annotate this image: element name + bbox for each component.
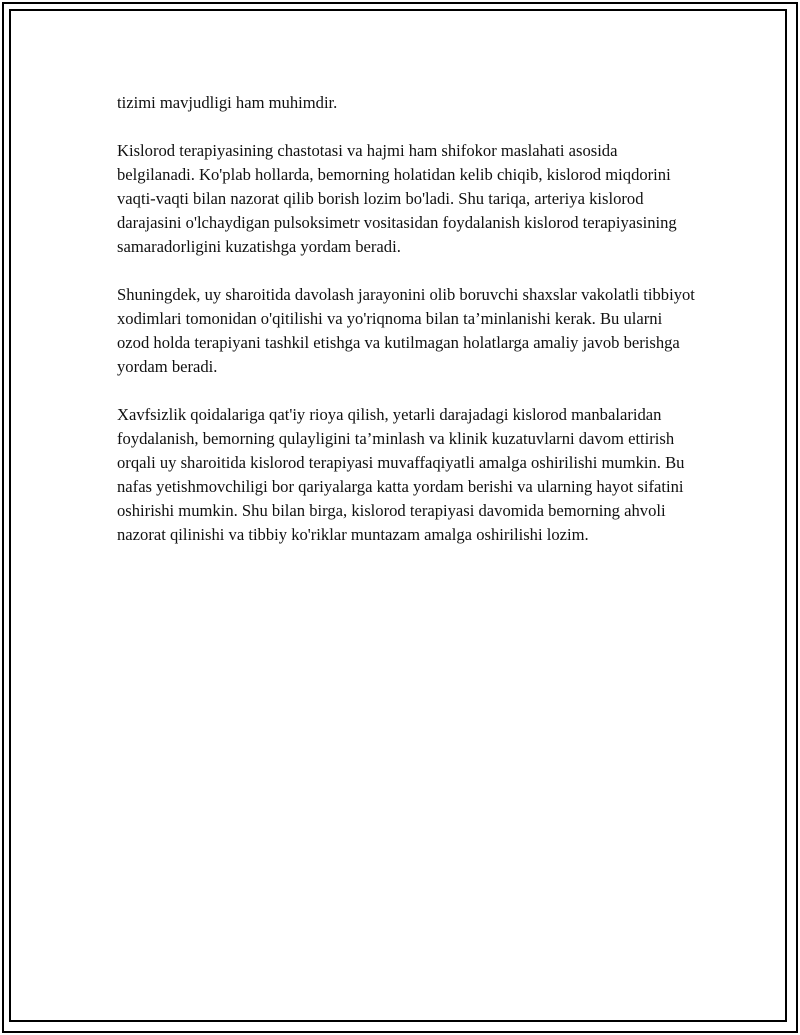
paragraph-4: Xavfsizlik qoidalariga qat'iy rioya qilish, yetarli darajadagi kislorod manbalaridan foydalanish, bemorning qulayligini ta’minlash va klinik kuzatuvlarni davom ettirish orqali uy sharoitida kislorod terapiyasi muvaffaqiyatli amalga oshirilishi mumkin. Bu nafas yetishmovchiligi bor qariyalarga katta yordam berishi va ularning hayot sifatini oshirishi mumkin. Shu bilan birga, kislorod terapiyasi davomida bemorning ahvoli nazorat qilinishi va tibbiy ko'riklar muntazam amalga oshirilishi lozim.	[117, 405, 685, 544]
paragraph-2: Kislorod terapiyasining chastotasi va hajmi ham shifokor maslahati asosida belgilanadi. Ko'plab hollarda, bemorning holatidan kelib chiqib, kislorod miqdorini vaqti-vaqti bilan nazorat qilib borish lozim bo'ladi. Shu tariqa, arteriya kislorod darajasini o'lchaydigan pulsoksimetr vositasidan foydalanish kislorod terapiyasining samaradorligini kuzatishga yordam beradi.	[117, 141, 677, 256]
paragraph-1: tizimi mavjudligi ham muhimdir.	[117, 93, 338, 112]
document-body	[117, 91, 697, 571]
paragraph-3: Shuningdek, uy sharoitida davolash jarayonini olib boruvchi shaxslar vakolatli tibbiyot xodimlari tomonidan o'qitilishi va yo'riqnoma bilan ta’minlanishi kerak. Bu ularni ozod holda terapiyani tashkil etishga va kutilmagan holatlarga amaliy javob berishga yordam beradi.	[117, 285, 695, 376]
